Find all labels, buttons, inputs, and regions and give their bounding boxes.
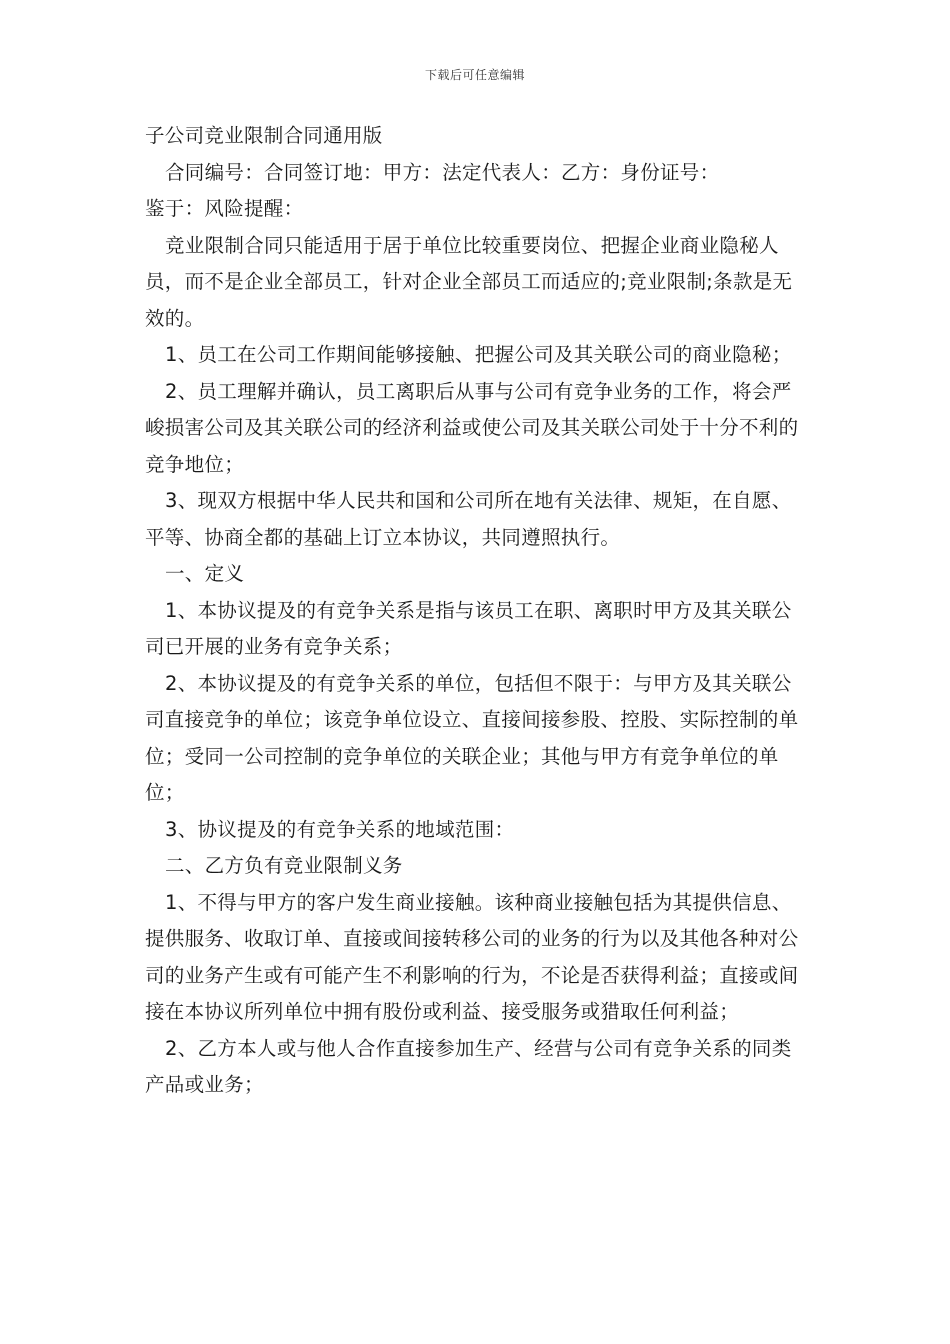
paragraph-contract-fields: 合同编号：合同签订地：甲方：法定代表人：乙方：身份证号： xyxy=(165,160,720,184)
paragraph-definition-1: 1、本协议提及的有竞争关系是指与该员工在职、离职时甲方及其关联公司已开展的业务有竞争关系； xyxy=(145,598,792,658)
section-heading-definitions: 一、定义 xyxy=(165,562,245,585)
document-title: 子公司竞业限制合同通用版 xyxy=(145,124,383,147)
header-note: 下载后可任意编辑 xyxy=(424,68,525,82)
section-heading-obligations: 二、乙方负有竞业限制义务 xyxy=(165,854,403,877)
paragraph-obligation-2: 2、乙方本人或与他人合作直接参加生产、经营与公司有竞争关系的同类产品或业务； xyxy=(145,1036,792,1096)
paragraph-definition-2: 2、本协议提及的有竞争关系的单位，包括但不限于：与甲方及其关联公司直接竞争的单位；该竞争单位设立、直接间接参股、控股、实际控制的单位；受同一公司控制的竞争单位的关联企业；其他与甲方有竞争单位的单位； xyxy=(145,671,799,804)
document-body xyxy=(145,118,810,1104)
paragraph-recital-3: 3、现双方根据中华人民共和国和公司所在地有关法律、规矩，在自愿、平等、协商全都的基础上订立本协议，共同遵照执行。 xyxy=(145,489,792,549)
paragraph-recital-2: 2、员工理解并确认，员工离职后从事与公司有竞争业务的工作，将会严峻损害公司及其关联公司的经济利益或使公司及其关联公司处于十分不利的竞争地位； xyxy=(145,379,799,476)
paragraph-definition-3: 3、协议提及的有竞争关系的地域范围： xyxy=(165,817,515,841)
paragraph-risk-note: 竞业限制合同只能适用于居于单位比较重要岗位、把握企业商业隐秘人员，而不是企业全部员工，针对企业全部员工而适应的;竞业限制;条款是无效的。 xyxy=(145,233,793,330)
paragraph-whereas: 鉴于：风险提醒： xyxy=(145,197,304,220)
paragraph-obligation-1: 1、不得与甲方的客户发生商业接触。该种商业接触包括为其提供信息、提供服务、收取订单、直接或间接转移公司的业务的行为以及其他各种对公司的业务产生或有可能产生不利影响的行为，不论是否获得利益；直接或间接在本协议所列单位中拥有股份或利益、接受服务或猎取任何利益； xyxy=(145,890,799,1023)
paragraph-recital-1: 1、员工在公司工作期间能够接触、把握公司及其关联公司的商业隐秘； xyxy=(165,343,792,366)
